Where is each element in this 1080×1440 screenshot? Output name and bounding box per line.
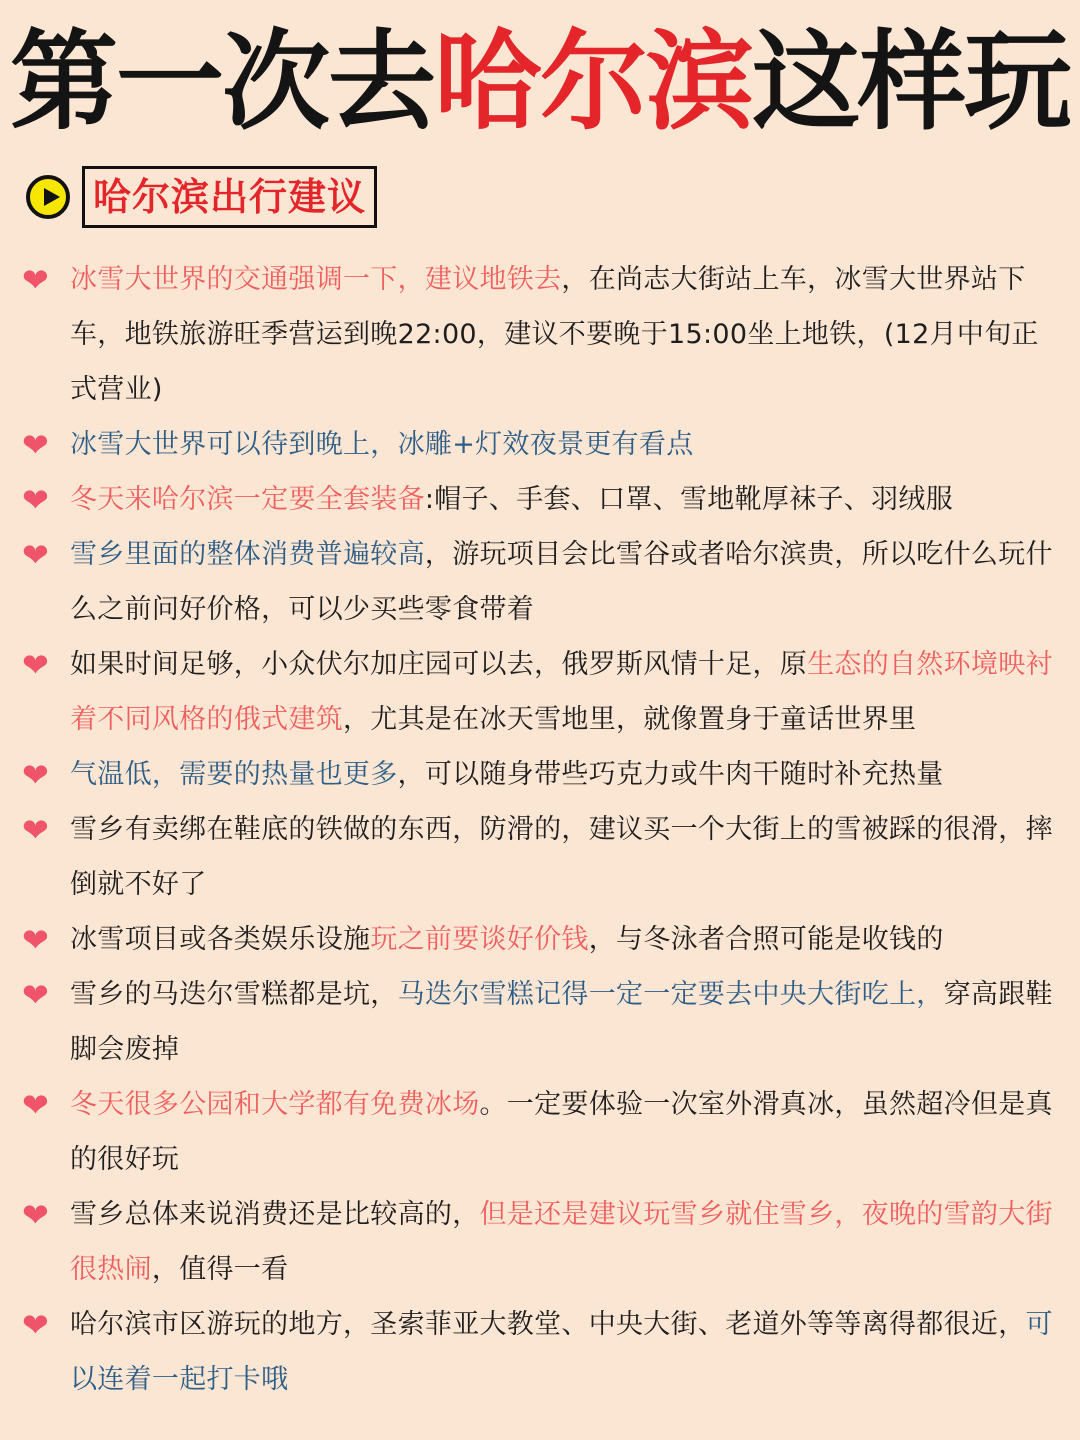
heart-icon: ❤ [22,1196,50,1234]
tip-item [22,1297,1062,1407]
tip-item [22,1077,1062,1187]
heart-icon: ❤ [22,756,50,794]
tip-text-segment: 但是还是建议玩雪乡就住雪乡，夜晚的雪韵大街很热闹 [70,1199,1053,1285]
tip-text-segment: 可以连着一起打卡哦 [70,1309,1053,1395]
tip-text-segment: ，尤其是在冰天雪地里，就像置身于童话世界里 [343,704,917,735]
heart-icon: ❤ [22,811,50,849]
section-label: 哈尔滨出行建议 [82,166,377,228]
tip-text-segment: 冰雪大世界的交通强调一下，建议地铁去 [70,264,562,295]
tip-text-segment: 冬天来哈尔滨一定要全套装备 [70,484,425,515]
tip-text-segment: 雪乡的马迭尔雪糕都是坑， [70,979,398,1010]
tip-text-segment: 哈尔滨市区游玩的地方，圣索菲亚大教堂、中央大街、老道外等等离得都很近， [70,1309,1026,1340]
title-part-2: 哈尔滨 [433,20,752,145]
tip-item [22,637,1062,747]
tip-text-segment: 。一定要体验一次室外滑真冰，虽然超冷但是真的很好玩 [70,1089,1053,1175]
tip-text-segment: 冬天很多公园和大学都有免费冰场 [70,1089,480,1120]
heart-icon: ❤ [22,921,50,959]
tip-item [22,747,1062,802]
tip-text-segment: :帽子、手套、口罩、雪地靴厚袜子、羽绒服 [424,484,954,515]
tip-text-segment: 冰雪大世界可以待到晚上，冰雕+灯效夜景更有看点 [70,429,694,460]
title-part-3: 这样玩 [752,20,1071,145]
tip-item [22,417,1062,472]
tip-text-segment: ，在尚志大街站上车，冰雪大世界站下车，地铁旅游旺季营运到晚22:00，建议不要晚于15:00坐上地铁，(12月中旬正式营业) [70,264,1039,405]
tip-text-segment: ，与冬泳者合照可能是收钱的 [588,924,944,955]
tip-text-segment: 冰雪项目或各类娱乐设施 [70,924,371,955]
tip-text-segment: 雪乡有卖绑在鞋底的铁做的东西，防滑的，建议买一个大街上的雪被踩的很滑，摔倒就不好了 [70,814,1053,900]
tip-item [22,802,1062,912]
tip-item [22,252,1062,417]
heart-icon: ❤ [22,261,50,299]
heart-icon: ❤ [22,1086,50,1124]
heart-icon: ❤ [22,976,50,1014]
heart-icon: ❤ [22,481,50,519]
section-header [26,167,377,227]
tips-list [22,252,1062,1407]
tip-text-segment: 生态的自然环境映衬着不同风格的俄式建筑 [70,649,1053,735]
tip-text-segment: ，可以随身带些巧克力或牛肉干随时补充热量 [397,759,944,790]
tip-item [22,967,1062,1077]
tip-item [22,912,1062,967]
heart-icon: ❤ [22,536,50,574]
tip-text-segment: 玩之前要谈好价钱 [370,924,589,955]
tip-item [22,527,1062,637]
tip-text-segment: ，游玩项目会比雪谷或者哈尔滨贵，所以吃什么玩什么之前问好价格，可以少买些零食带着 [70,539,1053,625]
tip-text-segment: 雪乡里面的整体消费普遍较高 [70,539,425,570]
tip-text-segment: 马迭尔雪糕记得一定一定要去中央大街吃上， [397,979,944,1010]
tip-text-segment: 如果时间足够，小众伏尔加庄园可以去，俄罗斯风情十足，原 [70,649,808,680]
tip-text-segment: 雪乡总体来说消费还是比较高的， [70,1199,480,1230]
heart-icon: ❤ [22,1306,50,1344]
heart-icon: ❤ [22,426,50,464]
tip-text-segment: 穿高跟鞋脚会废掉 [70,979,1053,1065]
tip-item [22,472,1062,527]
play-icon [26,175,70,219]
page-title [0,22,1080,144]
tip-text-segment: ，值得一看 [151,1254,289,1285]
heart-icon: ❤ [22,646,50,684]
title-part-1: 第一次去 [9,20,434,145]
tip-item [22,1187,1062,1297]
tip-text-segment: 气温低，需要的热量也更多 [70,759,398,790]
